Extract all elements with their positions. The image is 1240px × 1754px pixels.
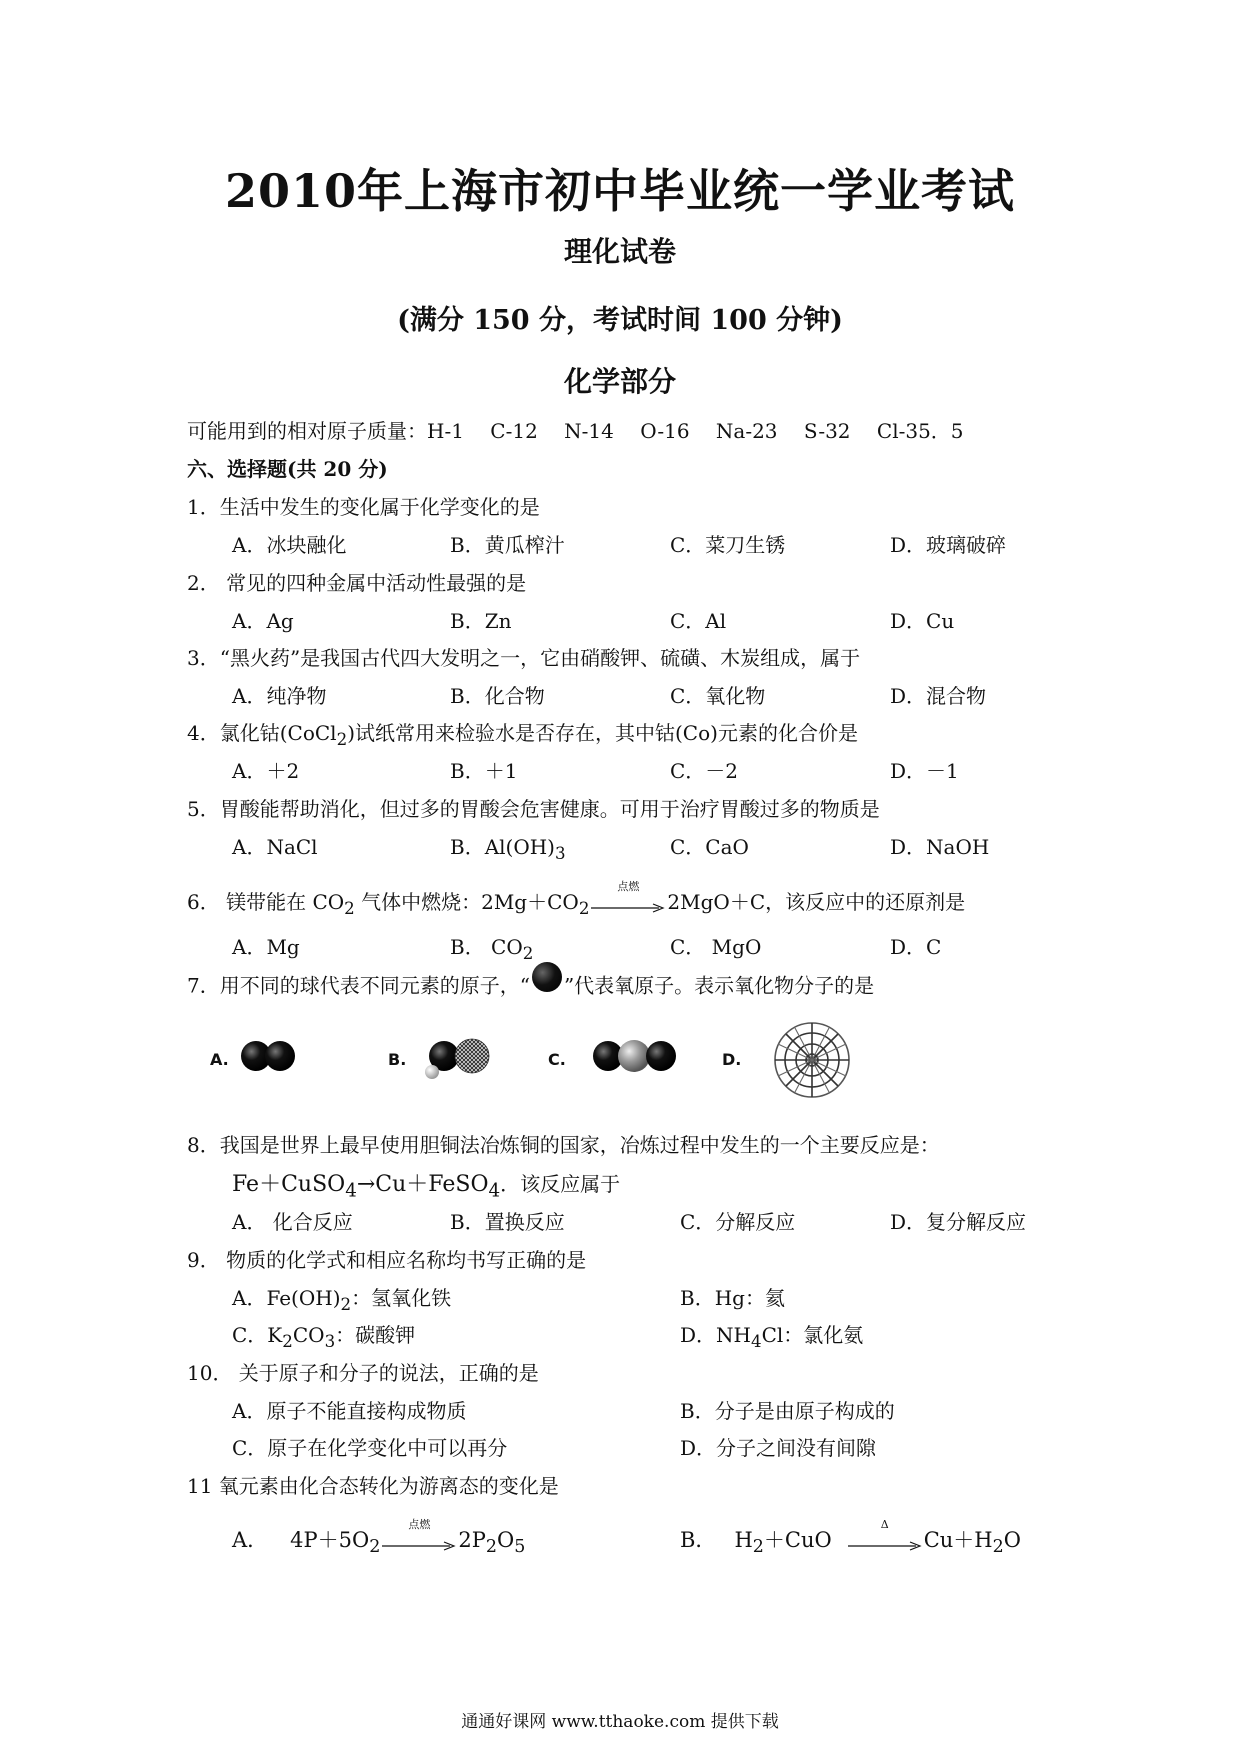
q4-option-a: A．＋2 xyxy=(232,759,300,783)
q8-option-b: B．置换反应 xyxy=(450,1210,565,1234)
q11-stem: 11 氧元素由化合态转化为游离态的变化是 xyxy=(187,1474,559,1498)
q6-option-d: D．C xyxy=(890,935,942,959)
q2-option-d: D．Cu xyxy=(890,609,955,633)
q1-option-d: D．玻璃破碎 xyxy=(890,533,1007,557)
exam-subtitle: 理化试卷 xyxy=(563,235,676,268)
q11-option-b: B． $H_2+CuO$ Δ $Cu+H_2O$ xyxy=(680,1517,1021,1558)
oxygen-atom-icon xyxy=(532,962,562,992)
q2-option-a: A．Ag xyxy=(232,609,294,633)
q4-stem: 4．氯化钴(CoCl$_2$)试纸常用来检验水是否存在，其中钴(Co)元素的化合价是 xyxy=(187,721,858,749)
q7-label-a: A. xyxy=(210,1050,229,1069)
q8-stem: 8．我国是世界上最早使用胆铜法冶炼铜的国家，冶炼过程中发生的一个主要反应是： xyxy=(187,1133,940,1157)
q10-option-d: D．分子之间没有间隙 xyxy=(680,1436,877,1460)
section-title: 化学部分 xyxy=(563,365,676,398)
q11-option-a: A． $4P+5O_2$ 点燃 $2P_2O_5$ xyxy=(232,1517,526,1558)
molecule-models-figure xyxy=(210,1010,910,1110)
q3-option-d: D．混合物 xyxy=(890,684,987,708)
q1-option-c: C．菜刀生锈 xyxy=(670,533,786,557)
q2-stem: 2． 常见的四种金属中活动性最强的是 xyxy=(187,571,527,595)
q9-option-b: B．Hg：氦 xyxy=(680,1286,785,1310)
model-a-o2 xyxy=(241,1041,295,1071)
q9-stem: 9． 物质的化学式和相应名称均书写正确的是 xyxy=(187,1248,587,1272)
q9-option-a: A．$Fe(OH)_2$：氢氧化铁 xyxy=(232,1286,452,1314)
q5-option-a: A．NaCl xyxy=(232,835,318,859)
q7-label-d: D. xyxy=(722,1050,742,1069)
q8-option-d: D．复分解反应 xyxy=(890,1210,1027,1234)
q2-option-b: B．Zn xyxy=(450,609,512,633)
q9-option-c: C．$K_2CO_3$：碳酸钾 xyxy=(232,1323,416,1351)
q1-stem: 1．生活中发生的变化属于化学变化的是 xyxy=(187,495,540,519)
q4-option-c: C．－2 xyxy=(670,759,739,783)
q5-option-b: B．$Al(OH)_3$ xyxy=(450,835,566,863)
q8-option-a: A． 化合反应 xyxy=(232,1210,353,1234)
q3-option-c: C．氧化物 xyxy=(670,684,766,708)
q6-stem: 6． 镁带能在 $CO_2$ 气体中燃烧：$2Mg+CO_2$ 点燃 2MgO＋C，该反应中的还原剂是 xyxy=(187,879,966,918)
reaction-arrow: 点燃 xyxy=(591,893,665,915)
q6-option-b: B． $CO_2$ xyxy=(450,935,534,963)
q6-option-c: C． MgO xyxy=(670,935,762,959)
q10-option-c: C．原子在化学变化中可以再分 xyxy=(232,1436,508,1460)
q5-option-c: C．CaO xyxy=(670,835,749,859)
q9-option-d: D．$NH_4Cl$：氯化氨 xyxy=(680,1323,864,1351)
q3-option-a: A．纯净物 xyxy=(232,684,327,708)
q1-option-a: A．冰块融化 xyxy=(232,533,347,557)
q5-stem: 5．胃酸能帮助消化，但过多的胃酸会危害健康。可用于治疗胃酸过多的物质是 xyxy=(187,797,880,821)
q7-stem: 7．用不同的球代表不同元素的原子，“ ”代表氧原子。表示氧化物分子的是 xyxy=(187,972,874,1002)
q8-equation: Fe＋CuSO$_4$→Cu＋FeSO$_4$．该反应属于 xyxy=(232,1172,621,1202)
footer-credit: 通通好课网 www.tthaoke.com 提供下载 xyxy=(461,1712,779,1732)
q5-option-d: D．NaOH xyxy=(890,835,990,859)
q10-stem: 10． 关于原子和分子的说法，正确的是 xyxy=(187,1361,539,1385)
model-b-molecule xyxy=(425,1039,489,1079)
model-c-co2 xyxy=(593,1040,676,1072)
atomic-mass-line: 可能用到的相对原子质量：H-1 C-12 N-14 O-16 Na-23 S-32 Cl-35．5 xyxy=(187,419,964,443)
q10-option-a: A．原子不能直接构成物质 xyxy=(232,1399,467,1423)
q4-option-d: D．－1 xyxy=(890,759,959,783)
q8-option-c: C．分解反应 xyxy=(680,1210,796,1234)
q7-label-b: B. xyxy=(388,1050,407,1069)
q7-molecule-models xyxy=(210,1010,910,1110)
q6-option-a: A．Mg xyxy=(232,935,300,959)
reaction-arrow: Δ xyxy=(848,1531,922,1553)
reaction-arrow: 点燃 xyxy=(382,1531,456,1553)
exam-title: 2010年上海市初中毕业统一学业考试 xyxy=(224,164,1016,218)
q10-option-b: B．分子是由原子构成的 xyxy=(680,1399,895,1423)
q3-stem: 3．“黑火药”是我国古代四大发明之一，它由硝酸钾、硫磺、木炭组成，属于 xyxy=(187,646,861,670)
q2-option-c: C．Al xyxy=(670,609,727,633)
model-d-fullerene xyxy=(775,1023,849,1097)
q1-option-b: B．黄瓜榨汁 xyxy=(450,533,565,557)
exam-note: (满分 150 分，考试时间 100 分钟) xyxy=(397,305,843,336)
q4-option-b: B．＋1 xyxy=(450,759,518,783)
q7-label-c: C. xyxy=(548,1050,566,1069)
q3-option-b: B．化合物 xyxy=(450,684,545,708)
part6-title: 六、选择题(共 20 分) xyxy=(187,457,388,481)
